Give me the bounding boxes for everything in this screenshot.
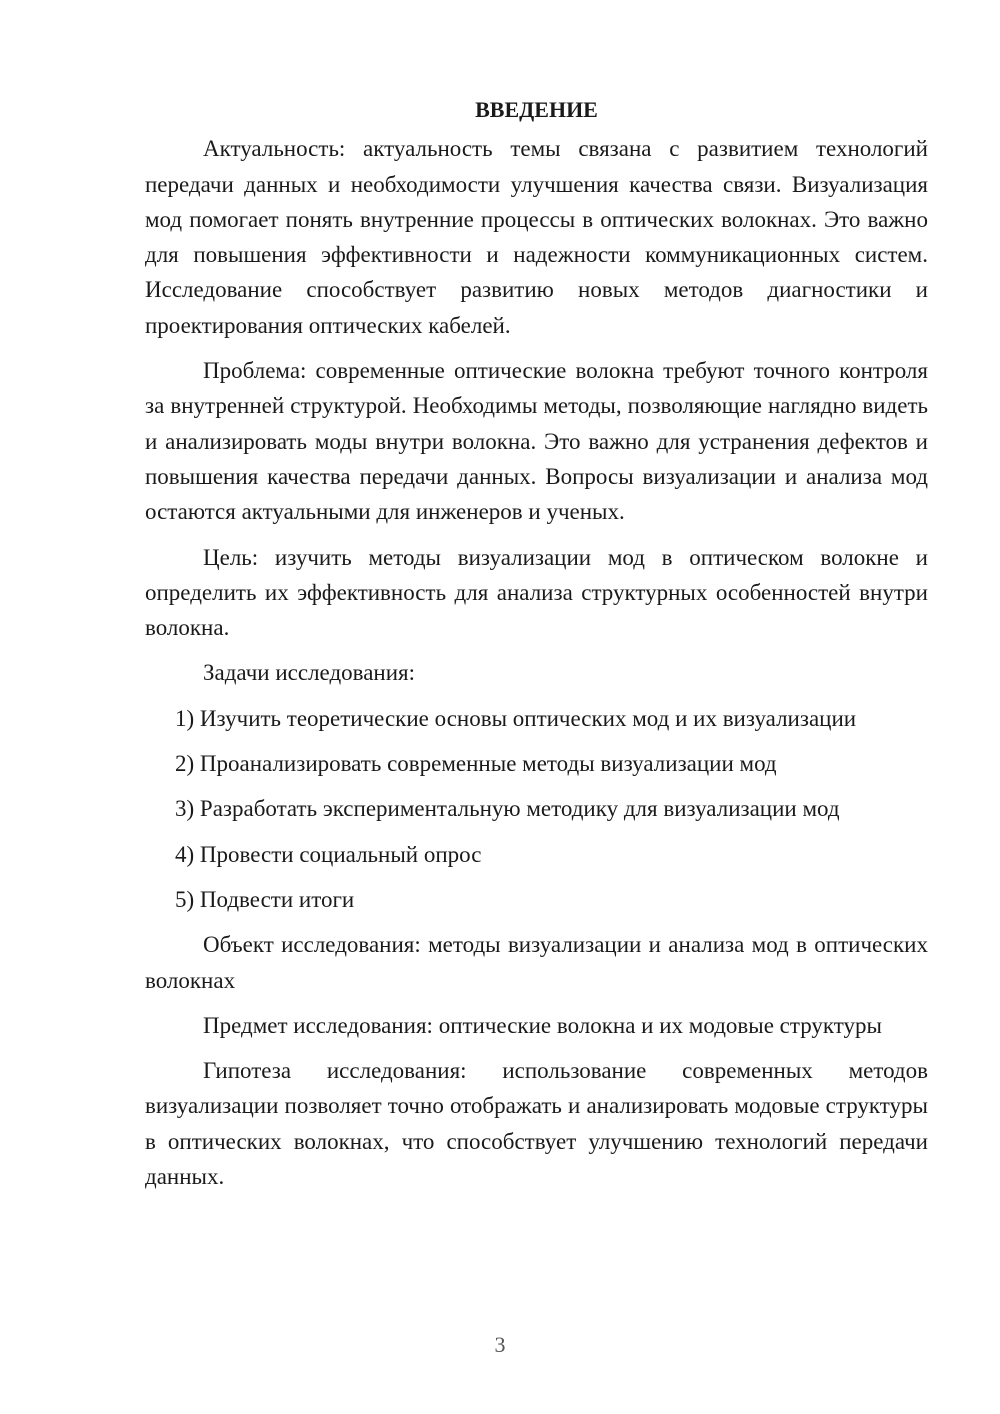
document-page: [145, 92, 928, 1204]
page-number: 3: [494, 1332, 506, 1357]
goal-paragraph: Цель: изучить методы визуализации мод в оптическом волокне и определить их эффективность для анализа структурных особенностей внутри волокна.: [145, 544, 928, 641]
subject-paragraph: Предмет исследования: оптические волокна и их модовые структуры: [203, 1012, 882, 1038]
relevance-paragraph: Актуальность: актуальность темы связана с развитием технологий передачи данных и необходимости улучшения качества связи. Визуализация мод помогает понять внутренние процессы в оптических волокнах. Это важно для повышения эффективности и надежности коммуникационных систем. Исследование способствует развитию новых методов диагностики и проектирования оптических кабелей.: [145, 136, 928, 338]
section-title: ВВЕДЕНИЕ: [475, 97, 598, 122]
object-paragraph: Объект исследования: методы визуализации и анализа мод в оптических волокнах: [145, 932, 928, 993]
task-item: 1) Изучить теоретические основы оптических мод и их визуализации: [175, 705, 857, 731]
task-item: 3) Разработать экспериментальную методику для визуализации мод: [175, 796, 840, 822]
task-item: 4) Провести социальный опрос: [175, 841, 482, 867]
task-item: 5) Подвести итоги: [175, 886, 355, 912]
tasks-heading: Задачи исследования:: [203, 660, 416, 686]
tasks-list: [145, 701, 928, 917]
hypothesis-paragraph: Гипотеза исследования: использование современных методов визуализации позволяет точно отображать и анализировать модовые структуры в оптических волокнах, что способствует улучшению технологий передачи данных.: [145, 1058, 928, 1190]
problem-paragraph: Проблема: современные оптические волокна требуют точного контроля за внутренней структурой. Необходимы методы, позволяющие наглядно видеть и анализировать моды внутри волокна. Это важно для устранения дефектов и повышения качества передачи данных. Вопросы визуализации и анализа мод остаются актуальными для инженеров и ученых.: [145, 358, 928, 525]
task-item: 2) Проанализировать современные методы визуализации мод: [175, 751, 777, 777]
